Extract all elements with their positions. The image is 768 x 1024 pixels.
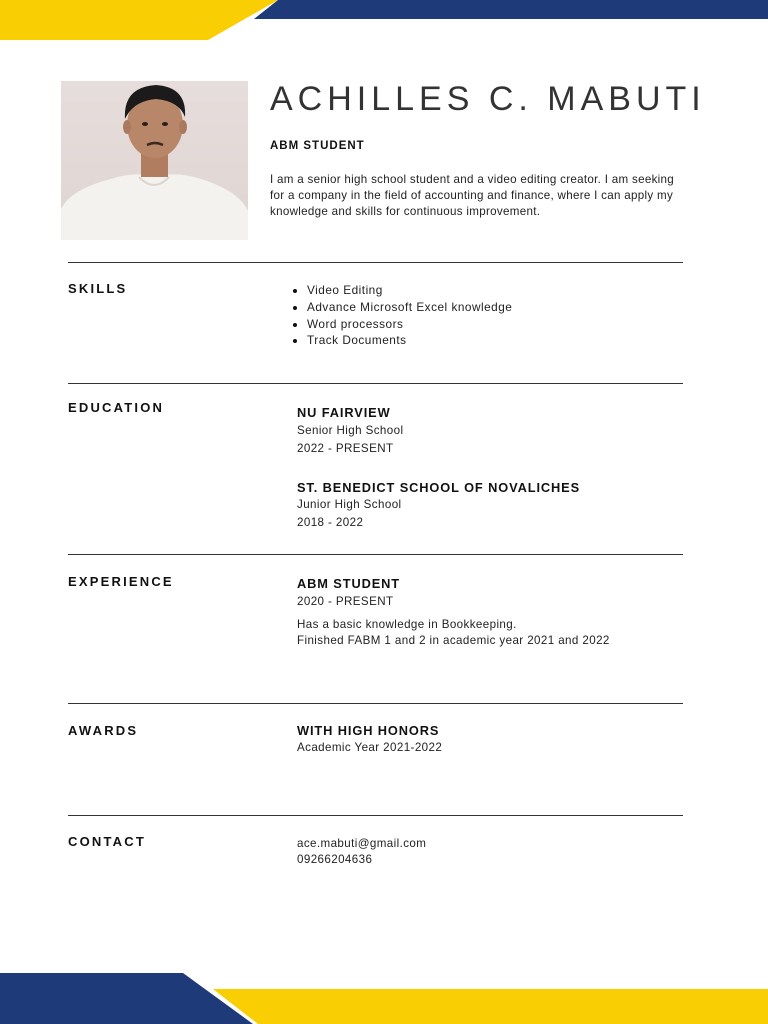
profile-photo: [61, 81, 248, 240]
education-years: 2018 - 2022: [297, 516, 364, 529]
contact-phone: 09266204636: [297, 853, 373, 866]
education-level: Senior High School: [297, 424, 404, 437]
section-divider: [68, 383, 683, 384]
education-school: ST. BENEDICT SCHOOL OF NOVALICHES: [297, 480, 581, 495]
candidate-title: ABM STUDENT: [270, 140, 365, 152]
skill-item: Advance Microsoft Excel knowledge: [307, 299, 513, 314]
contact-email: ace.mabuti@gmail.com: [297, 837, 427, 850]
education-heading: EDUCATION: [68, 400, 165, 415]
skill-item: Track Documents: [307, 332, 512, 349]
section-divider: [68, 262, 683, 263]
skill-item: Video Editing: [307, 282, 512, 299]
contact-heading: CONTACT: [68, 834, 146, 849]
section-divider: [68, 703, 683, 704]
section-divider: [68, 815, 683, 816]
education-school: NU FAIRVIEW: [297, 405, 391, 420]
candidate-name: ACHILLES C. MABUTI: [270, 80, 706, 118]
top-banner-decoration: [0, 0, 768, 40]
section-divider: [68, 554, 683, 555]
bottom-banner-decoration: [0, 970, 768, 1024]
experience-line: Has a basic knowledge in Bookkeeping.: [297, 618, 517, 631]
education-years: 2022 - PRESENT: [297, 442, 394, 455]
award-title: WITH HIGH HONORS: [297, 723, 440, 738]
award-detail: Academic Year 2021-2022: [297, 741, 443, 754]
education-level: Junior High School: [297, 498, 402, 511]
experience-years: 2020 - PRESENT: [297, 595, 394, 608]
skills-heading: SKILLS: [68, 281, 128, 296]
experience-title: ABM STUDENT: [297, 576, 401, 591]
profile-summary: I am a senior high school student and a video editing creator. I am seeking for a company in the field of accounting and finance, where I can apply my knowledge and skills for continuous improvement.: [270, 173, 675, 218]
skills-list: [290, 282, 512, 349]
awards-heading: AWARDS: [68, 723, 139, 738]
experience-heading: EXPERIENCE: [68, 574, 174, 589]
skill-item: Word processors: [307, 316, 512, 333]
experience-line: Finished FABM 1 and 2 in academic year 2021 and 2022: [297, 634, 610, 647]
